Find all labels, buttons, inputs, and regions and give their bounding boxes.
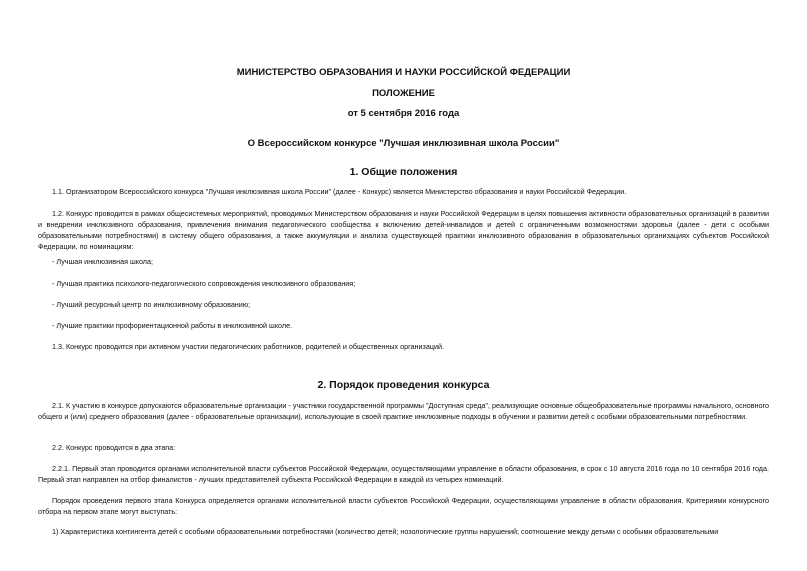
paragraph-1-2: 1.2. Конкурс проводится в рамках общесистемных мероприятий, проводимых Министерством образования и науки Российской Федерации в целях повышения активности образовательных организаций в развитии и внедрении инклюзивного образования, привлечения внимания педагогического сообщества к включению детей-инвалидов и детей с ограниченными возможностями здоровья (далее - дети с особыми образовательными потребностями) в систему общего образования, а также аккумуляции и анализа существующей практики инклюзивного образования в образовательных организациях субъектов Российской Федерации, по номинациям: — [38, 209, 769, 251]
doc-date: от 5 сентября 2016 года — [347, 108, 460, 119]
doc-subject: О Всероссийском конкурсе "Лучшая инклюзивная школа России" — [247, 138, 560, 149]
doc-type-heading: ПОЛОЖЕНИЕ — [372, 88, 435, 99]
paragraph-2-2: 2.2. Конкурс проводится в два этапа: — [52, 443, 176, 452]
section-1-title: 1. Общие положения — [349, 166, 458, 178]
ministry-heading: МИНИСТЕРСТВО ОБРАЗОВАНИЯ И НАУКИ РОССИЙСКОЙ ФЕДЕРАЦИИ — [236, 67, 571, 78]
paragraph-2-1: 2.1. К участию в конкурсе допускаются образовательные организации - участники государственной программы "Доступная среда", реализующие основные общеобразовательные программы начального, основного общего и (или) среднего образования (далее - образовательные организации), использующие в своей практике инклюзивные подходы в обучении и развитии детей с особыми образовательными потребностями. — [38, 401, 769, 421]
paragraph-2-2-1: 2.2.1. Первый этап проводится органами исполнительной власти субъектов Российской Федерации, осуществляющими управление в области образования, в срок с 10 августа 2016 года по 10 сентября 2016 года. Первый этап направлен на отбор финалистов - лучших представителей субъекта Российской Федерации в каждой из четырех номинаций. — [38, 464, 769, 484]
section-2-title: 2. Порядок проведения конкурса — [317, 379, 490, 391]
paragraph-1-1: 1.1. Организатором Всероссийского конкурса "Лучшая инклюзивная школа России" (далее - Конкурс) является Министерство образования и науки Российской Федерации. — [52, 187, 627, 196]
paragraph-1-3: 1.3. Конкурс проводится при активном участии педагогических работников, родителей и общественных организаций. — [52, 342, 444, 351]
nomination-item: - Лучший ресурсный центр по инклюзивному образованию; — [52, 300, 251, 309]
nomination-item: - Лучшие практики профориентационной работы в инклюзивной школе. — [52, 321, 293, 330]
nomination-item: - Лучшая практика психолого-педагогического сопровождения инклюзивного образования; — [52, 279, 356, 288]
document-page — [38, 0, 769, 571]
nomination-item: - Лучшая инклюзивная школа; — [52, 257, 153, 266]
paragraph-order: Порядок проведения первого этапа Конкурса определяется органами исполнительной власти субъектов Российской Федерации, осуществляющими управление в области образования. Критериями конкурсного отбора на первом этапе могут выступать: — [38, 496, 769, 516]
paragraph-criteria-1: 1) Характеристика контингента детей с особыми образовательными потребностями (количество детей; нозологические группы нарушений; соотношение между детьми с особыми образовательными — [52, 527, 719, 536]
